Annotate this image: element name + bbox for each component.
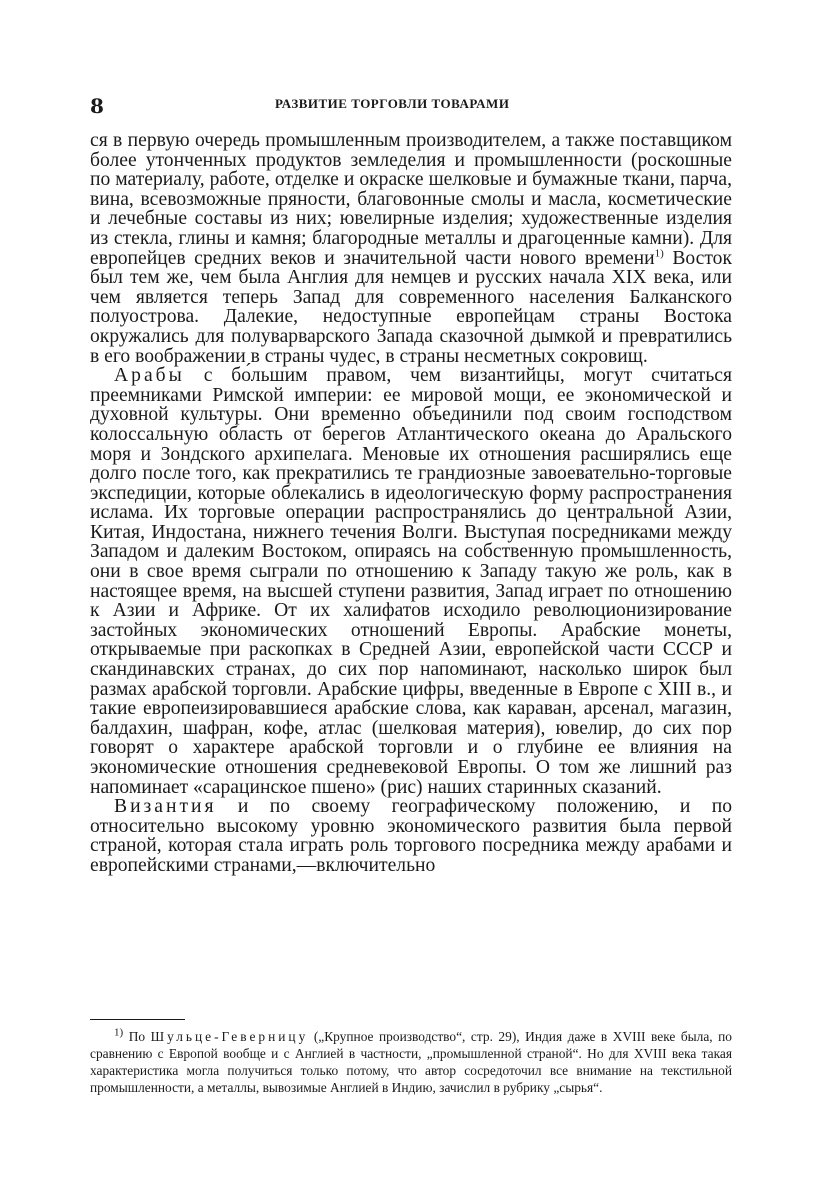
page-number: 8	[90, 94, 104, 118]
paragraph-2-lead: Арабы	[114, 365, 185, 387]
body-text	[90, 131, 732, 876]
footnote-pre: По	[123, 1029, 151, 1044]
paragraph-2-text: с бо́льшим правом, чем византийцы, могут считаться преемниками Римской империи: ее мировой мощи, ее экономической и духовной культуры. Они временно объединили под своим господством колоссальную область от берегов Атлантического океана до Аральского моря и Зондского архипелага. Меновые их отношения расширялись еще долго после того, как прекратились те грандиозные завоевательно-торговые экспедиции, которые облекались в идеологическую форму распространения ислама. Их торговые операции распространялись до центральной Азии, Китая, Индостана, нижнего течения Волги. Выступая посредниками между Западом и далеким Востоком, опираясь на собственную промышленность, они в свое время сыграли по отношению к Западу такую же роль, как в настоящее время, на высшей ступени развития, Запад играет по отношению к Азии и Африке. От их халифатов исходило революционизирование застойных экономических отношений Европы. Арабские монеты, открываемые при раскопках в Средней Азии, европейской части СССР и скандинавских странах, до сих пор напоминают, насколько широк был размах арабской торговли. Арабские цифры, введенные в Европе с XIII в., и такие европеизировавшиеся арабские слова, как караван, арсенал, магазин, балдахин, шафран, кофе, атлас (шелковая материя), ювелир, до сих пор говорят о характере арабской торговли и о глубине ее влияния на экономические отношения средневековой Европы. О том же лишний раз напоминает «сарацинское пшено» (рис) наших старинных сказаний.	[90, 365, 732, 798]
footnote-marker: 1)	[114, 1026, 124, 1039]
paragraph-1	[90, 131, 732, 366]
footnote-text: („Крупное производство“, стр. 29), Индия даже в XVIII веке была, по сравнению с Европой вообще и с Англией в частности, „промышленной страной“. Но для XVIII века такая характеристика могла получиться только потому, что автор сосредоточил все внимание на текстильной промышленности, а металлы, вывозимые Англией в Индию, зачислил в рубрику „сырья“.	[90, 1029, 732, 1095]
footnotes	[90, 1028, 732, 1096]
paragraph-1-text-b: Восток был тем же, чем была Англия для немцев и русских начала XIX века, или чем является теперь Запад для современного населения Балканского полуострова. Далекие, недоступные европейцам страны Востока окружались для полуварварского Запада сказочной дымкой и превратились в его воображении в страны чудес, в страны несметных сокровищ.	[90, 247, 732, 367]
paragraph-3-lead: Византия	[114, 796, 217, 818]
running-head: РАЗВИТИЕ ТОРГОВЛИ ТОВАРАМИ	[275, 96, 510, 111]
footnote-reference: 1)	[654, 247, 664, 260]
paragraph-2	[90, 366, 732, 797]
paragraph-1-text-a: ся в первую очередь промышленным производителем, а также поставщиком более утонченных продуктов земледелия и промышленности (роскошные по материалу, работе, отделке и окраске шелковые и бумажные ткани, парча, вина, всевозможные пряности, благовонные смолы и масла, косметические и лечебные составы из них; ювелирные изделия; художественные изделия из стекла, глины и камня; благородные металлы и драгоценные камни). Для европейцев средних веков и значительной части нового времени	[90, 130, 732, 269]
paragraph-3-text: и по своему географическому положению, и по относительно высокому уровню экономического развития была первой страной, которая стала играть роль торгового посредника между арабами и европейскими странами,—включительно	[90, 796, 732, 876]
paragraph-3	[90, 797, 732, 875]
footnote-divider	[90, 1019, 185, 1020]
footnote-1	[90, 1028, 732, 1096]
footnote-author: Шульце-Геверницу	[150, 1029, 309, 1044]
